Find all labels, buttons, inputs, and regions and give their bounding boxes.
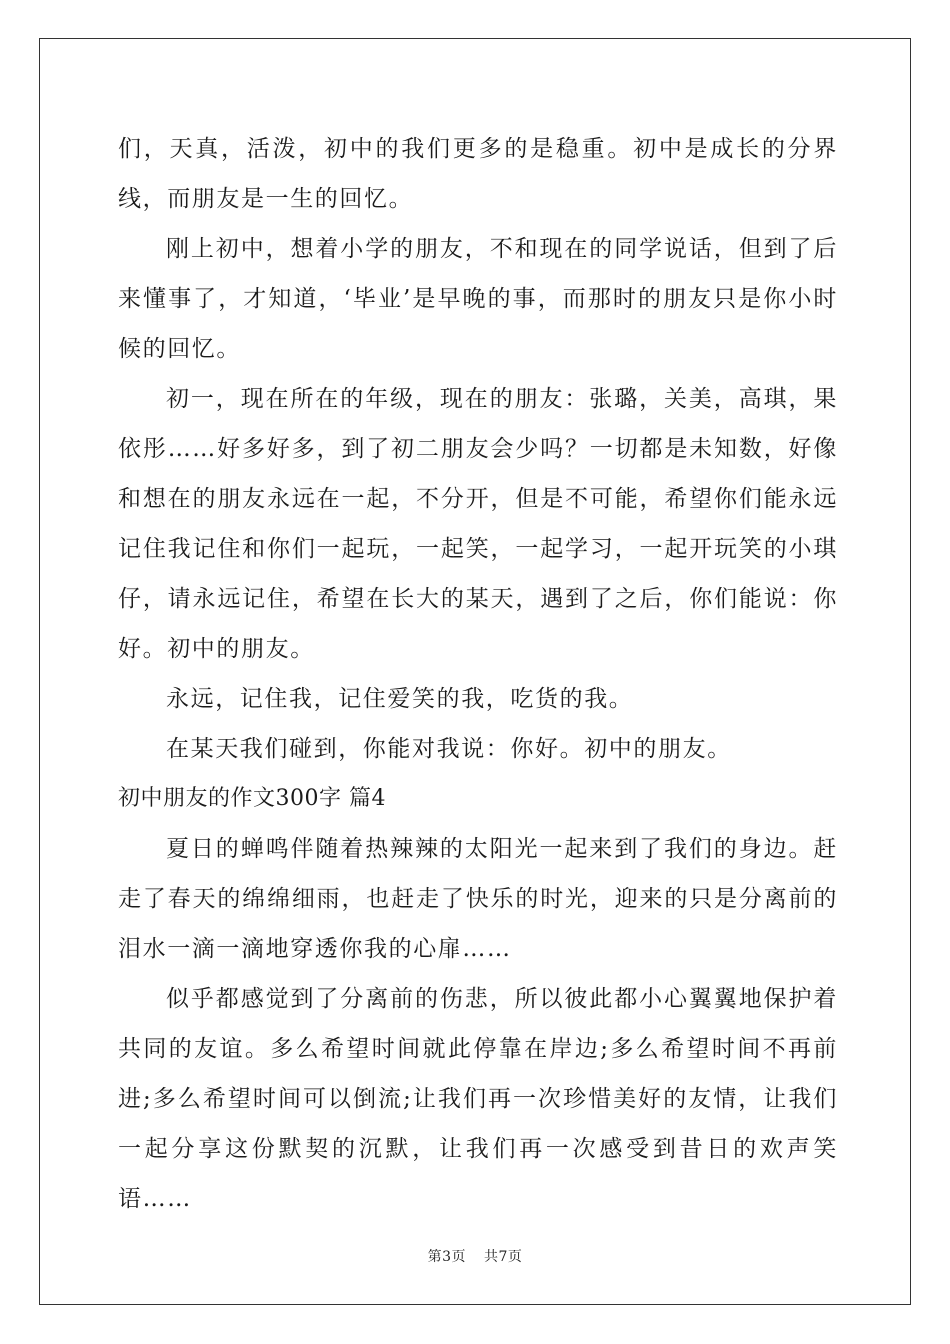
section-heading: 初中朋友的作文300字 篇4 bbox=[118, 786, 386, 811]
paragraph-7: 似乎都感觉到了分离前的伤悲，所以彼此都小心翼翼地保护着共同的友谊。多么希望时间就此停靠在岸边;多么希望时间不再前进;多么希望时间可以倒流;让我们再一次珍惜美好的友情，让我们一起分享这份默契的沉默，让我们再一次感受到昔日的欢声笑语…… bbox=[118, 986, 838, 1212]
page-footer bbox=[0, 1246, 950, 1266]
page-number-total: 共7页 bbox=[484, 1249, 523, 1265]
paragraph-4: 永远，记住我，记住爱笑的我，吃货的我。 bbox=[166, 686, 634, 712]
document-body bbox=[118, 124, 838, 1224]
page-number-current: 第3页 bbox=[427, 1249, 466, 1265]
paragraph-3: 初一，现在所在的年级，现在的朋友：张璐，关美，高琪，果依彤……好多好多，到了初二朋友会少吗？一切都是未知数，好像和想在的朋友永远在一起，不分开，但是不可能，希望你们能永远记住我记住和你们一起玩，一起笑，一起学习，一起开玩笑的小琪仔，请永远记住，希望在长大的某天，遇到了之后，你们能说：你好。初中的朋友。 bbox=[118, 386, 838, 662]
paragraph-6: 夏日的蝉鸣伴随着热辣辣的太阳光一起来到了我们的身边。赶走了春天的绵绵细雨，也赶走了快乐的时光，迎来的只是分离前的泪水一滴一滴地穿透你我的心扉…… bbox=[118, 836, 838, 962]
paragraph-1: 们，天真，活泼，初中的我们更多的是稳重。初中是成长的分界线，而朋友是一生的回忆。 bbox=[118, 136, 838, 212]
paragraph-5: 在某天我们碰到，你能对我说：你好。初中的朋友。 bbox=[166, 736, 732, 762]
paragraph-2: 刚上初中，想着小学的朋友，不和现在的同学说话，但到了后来懂事了，才知道，‘毕业’是早晚的事，而那时的朋友只是你小时候的回忆。 bbox=[118, 236, 838, 362]
